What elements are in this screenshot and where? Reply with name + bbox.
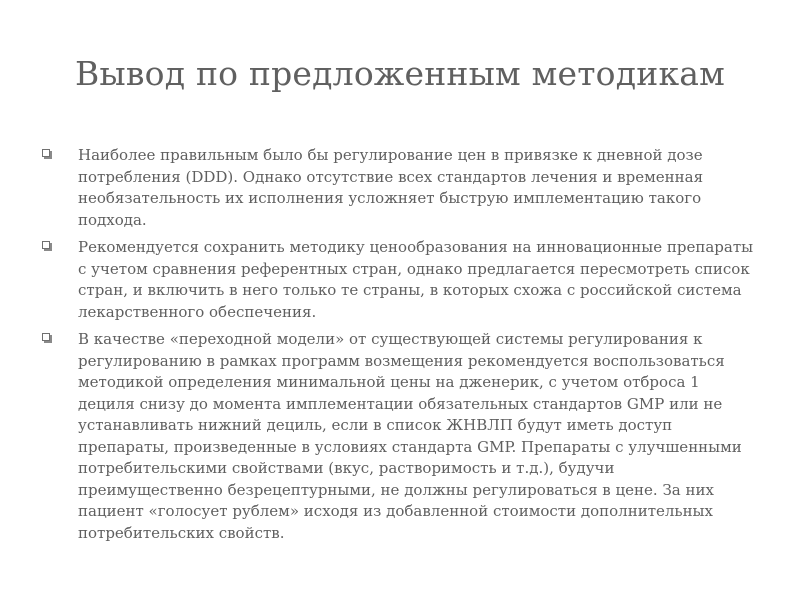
bullet-text-1: Наиболее правильным было бы регулирование цен в привязке к дневной дозе потребления (DDD). Однако отсутствие всех стандартов лечения и временная необязательность их исполнения усложняет быструю имплементацию такого подхода. — [78, 146, 704, 229]
checkbox-square-icon — [42, 149, 53, 160]
slide-title: Вывод по предложенным методикам — [74, 54, 726, 93]
checkbox-square-icon — [42, 333, 53, 344]
bullet-text-2: Рекомендуется сохранить методику ценообразования на инновационные препараты с учетом сравнения референтных стран, однако предлагается пересмотреть список стран, и включить в него только те страны, в которых схожа с российской система лекарственного обеспечения. — [78, 238, 754, 321]
checkbox-square-icon — [42, 241, 53, 252]
bullet-item-2 — [40, 237, 760, 323]
bullet-text-3: В качестве «переходной модели» от существующей системы регулирования к регулированию в рамках программ возмещения рекомендуется воспользоваться методикой определения минимальной цены на дженерик, с учетом отброса 1 дециля снизу до момента имплементации обязательных стандартов GMP или не устанавливать нижний дециль, если в список ЖНВЛП будут иметь доступ препараты, произведенные в условиях стандарта GMP. Препараты с улучшенными потребительскими свойствами (вкус, растворимость и т.д.), будучи преимущественно безрецептурными, не должны регулироваться в цене. За них пациент «голосует рублем» исходя из добавленной стоимости дополнительных потребительских свойств. — [78, 330, 742, 542]
bullet-item-1 — [40, 145, 760, 231]
bullet-list — [40, 145, 760, 550]
bullet-item-3 — [40, 329, 760, 544]
